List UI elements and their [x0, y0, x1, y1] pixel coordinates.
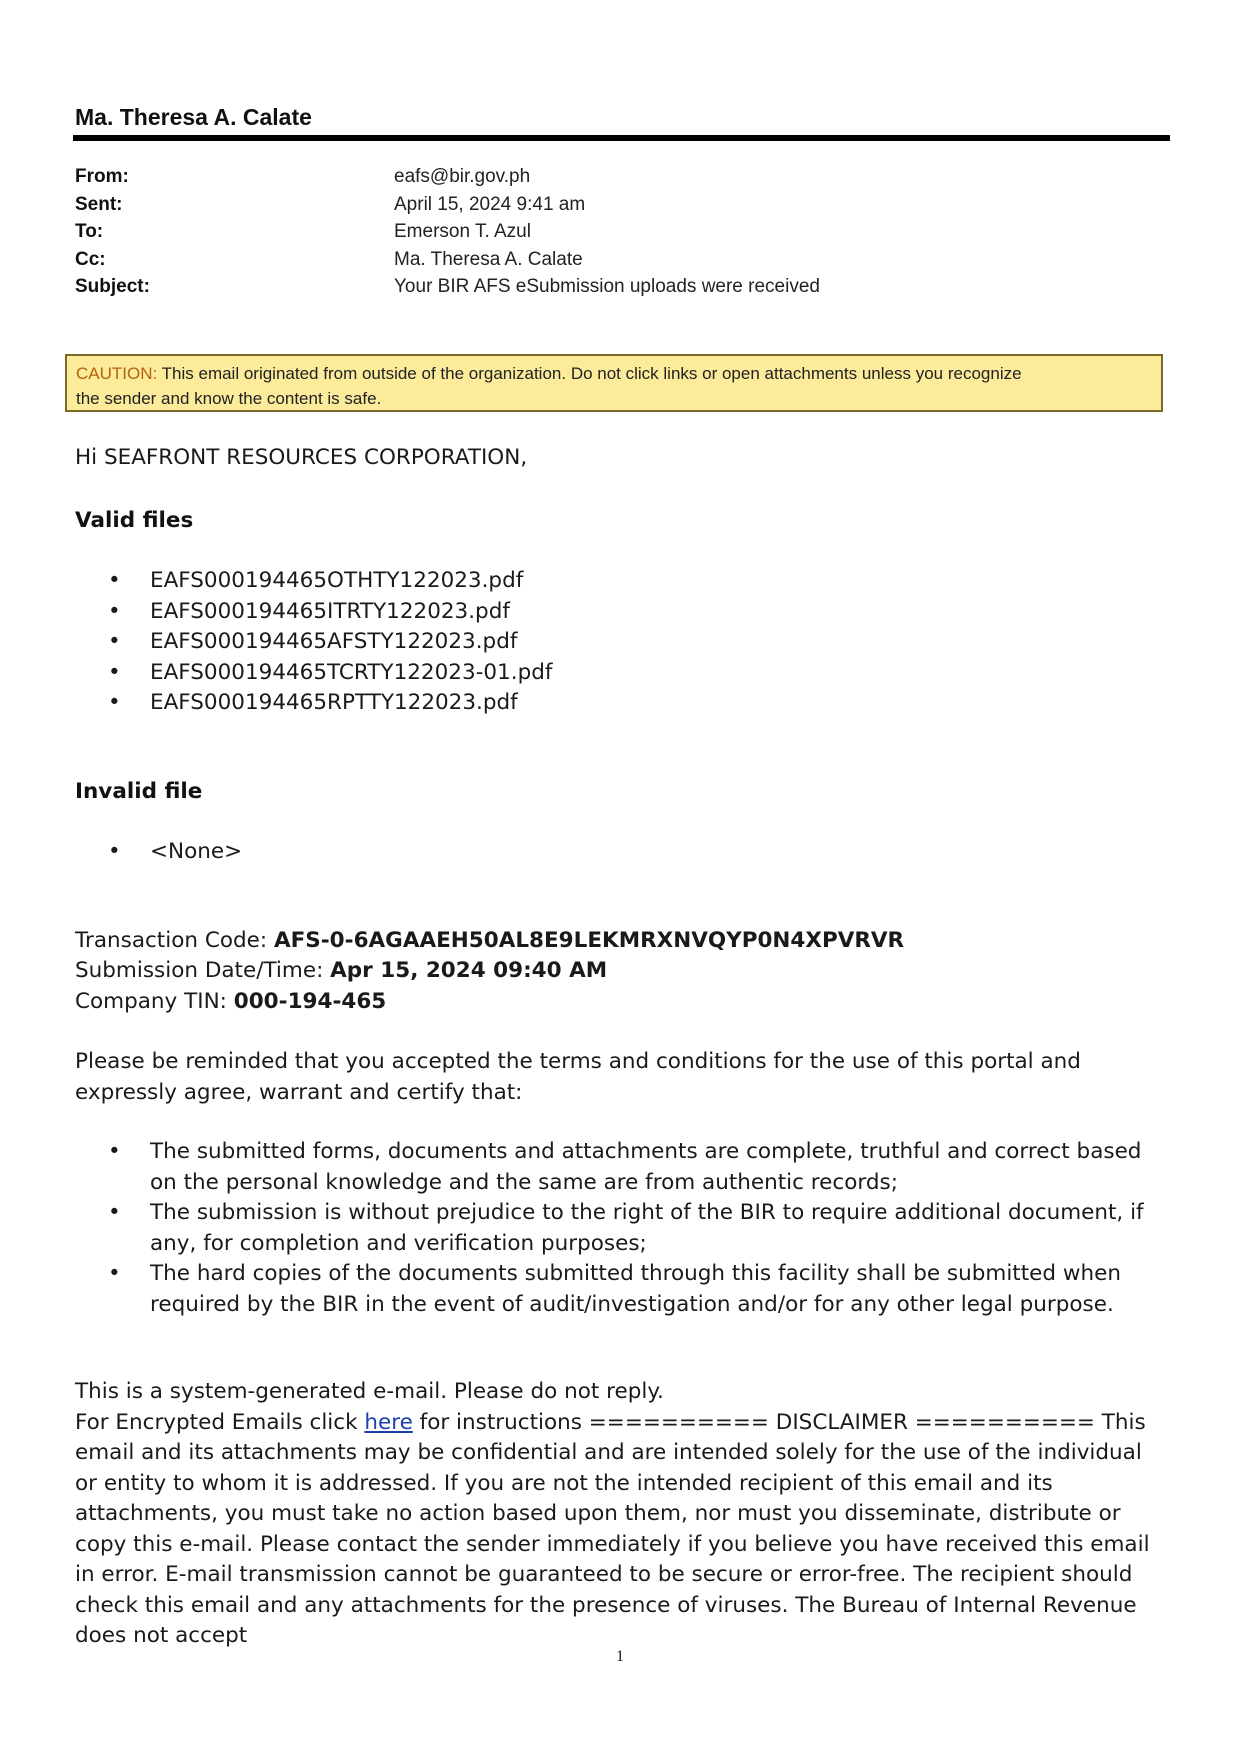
bullet: •	[108, 568, 121, 593]
valid-files-list	[75, 566, 552, 719]
terms-list	[75, 1137, 1165, 1320]
from-label: From:	[75, 166, 129, 187]
file-name: EAFS000194465RPTTY122023.pdf	[150, 690, 518, 715]
valid-files-heading: Valid files	[75, 508, 194, 533]
list-item	[75, 597, 552, 628]
greeting: Hi SEAFRONT RESOURCES CORPORATION,	[75, 445, 528, 470]
encrypted-prefix: For Encrypted Emails click	[75, 1409, 365, 1435]
disclaimer-text	[75, 1408, 1170, 1652]
bullet: •	[108, 1200, 121, 1225]
list-item	[75, 1137, 1165, 1198]
term-text: The submitted forms, documents and attachments are complete, truthful and correct based on the personal knowledge and the same are from authentic records;	[150, 1139, 1142, 1195]
list-item	[75, 1198, 1165, 1259]
list-item	[75, 658, 552, 689]
list-item	[75, 627, 552, 658]
disclaimer-body: for instructions ========== DISCLAIMER ========== This email and its attachments may be confidential and are intended solely for the use of the individual or entity to whom it is addressed. If you are not the intended recipient of this email and its attachments, you must take no action based upon them, nor must you disseminate, distribute or copy this e-mail. Please contact the sender immediately if you believe you have received this email in error. E-mail transmission cannot be guaranteed to be secure or error-free. The recipient should check this email and any attachments for the presence of viruses. The Bureau of Internal Revenue does not accept	[75, 1409, 1150, 1648]
cc-row	[75, 246, 820, 274]
sent-row	[75, 191, 820, 219]
email-header-block	[75, 163, 820, 301]
to-value: Emerson T. Azul	[394, 221, 531, 242]
bullet: •	[108, 839, 121, 864]
to-row	[75, 218, 820, 246]
caution-label: CAUTION:	[76, 364, 158, 383]
file-name: EAFS000194465ITRTY122023.pdf	[150, 598, 510, 624]
page-number: 1	[616, 1648, 624, 1665]
system-generated-note: This is a system-generated e-mail. Please do not reply.	[75, 1379, 664, 1404]
subject-value: Your BIR AFS eSubmission uploads were received	[394, 276, 820, 297]
submission-datetime-label: Submission Date/Time:	[75, 958, 331, 983]
caution-text-1: This email originated from outside of the organization. Do not click links or open attachments unless you recognize	[157, 364, 1022, 383]
list-item	[75, 688, 552, 719]
subject-row	[75, 273, 820, 301]
file-name: EAFS000194465AFSTY122023.pdf	[150, 629, 518, 654]
term-text: The hard copies of the documents submitted through this facility shall be submitted when required by the BIR in the event of audit/investigation and/or for any other legal purpose.	[150, 1261, 1121, 1317]
bullet: •	[108, 690, 121, 715]
encrypted-instructions-link[interactable]: here	[364, 1409, 413, 1435]
company-tin-line	[75, 987, 386, 1018]
bullet: •	[108, 629, 121, 654]
invalid-files-list	[75, 837, 242, 868]
sent-label: Sent:	[75, 193, 123, 215]
transaction-code-label: Transaction Code:	[75, 928, 274, 953]
submission-datetime-line	[75, 956, 607, 987]
submission-datetime-value: Apr 15, 2024 09:40 AM	[330, 958, 608, 983]
company-tin-value: 000-194-465	[233, 989, 387, 1014]
cc-label: Cc:	[75, 248, 106, 270]
transaction-code-value: AFS-0-6AGAAEH50AL8E9LEKMRXNVQYP0N4XPVRVR	[273, 928, 905, 953]
bullet: •	[108, 1139, 121, 1164]
from-value: eafs@bir.gov.ph	[394, 166, 531, 187]
company-tin-label: Company TIN:	[75, 989, 234, 1014]
bullet: •	[108, 1261, 121, 1286]
header-divider	[73, 135, 1170, 141]
printout-owner-name: Ma. Theresa A. Calate	[75, 104, 312, 130]
subject-label: Subject:	[75, 276, 150, 297]
term-text: The submission is without prejudice to the right of the BIR to require additional document, if any, for completion and verification purposes;	[150, 1200, 1144, 1256]
list-item	[75, 566, 552, 597]
caution-text-2: the sender and know the content is safe.	[76, 389, 382, 408]
file-name: EAFS000194465TCRTY122023-01.pdf	[150, 659, 553, 685]
sent-value: April 15, 2024 9:41 am	[394, 193, 586, 215]
file-name: EAFS000194465OTHTY122023.pdf	[150, 568, 524, 593]
external-sender-caution-banner	[65, 354, 1163, 412]
to-label: To:	[75, 221, 104, 242]
list-item	[75, 837, 242, 868]
bullet: •	[108, 598, 121, 624]
file-name: <None>	[150, 839, 243, 864]
reminder-intro: Please be reminded that you accepted the terms and conditions for the use of this portal and expressly agree, warrant and certify that:	[75, 1049, 1081, 1105]
caution-line-1	[76, 361, 1153, 386]
from-row	[75, 163, 820, 191]
cc-value: Ma. Theresa A. Calate	[394, 248, 583, 270]
list-item	[75, 1259, 1165, 1320]
transaction-code-line	[75, 926, 904, 957]
invalid-files-heading: Invalid file	[75, 779, 203, 804]
bullet: •	[108, 659, 121, 685]
footer-block	[75, 1377, 1170, 1652]
